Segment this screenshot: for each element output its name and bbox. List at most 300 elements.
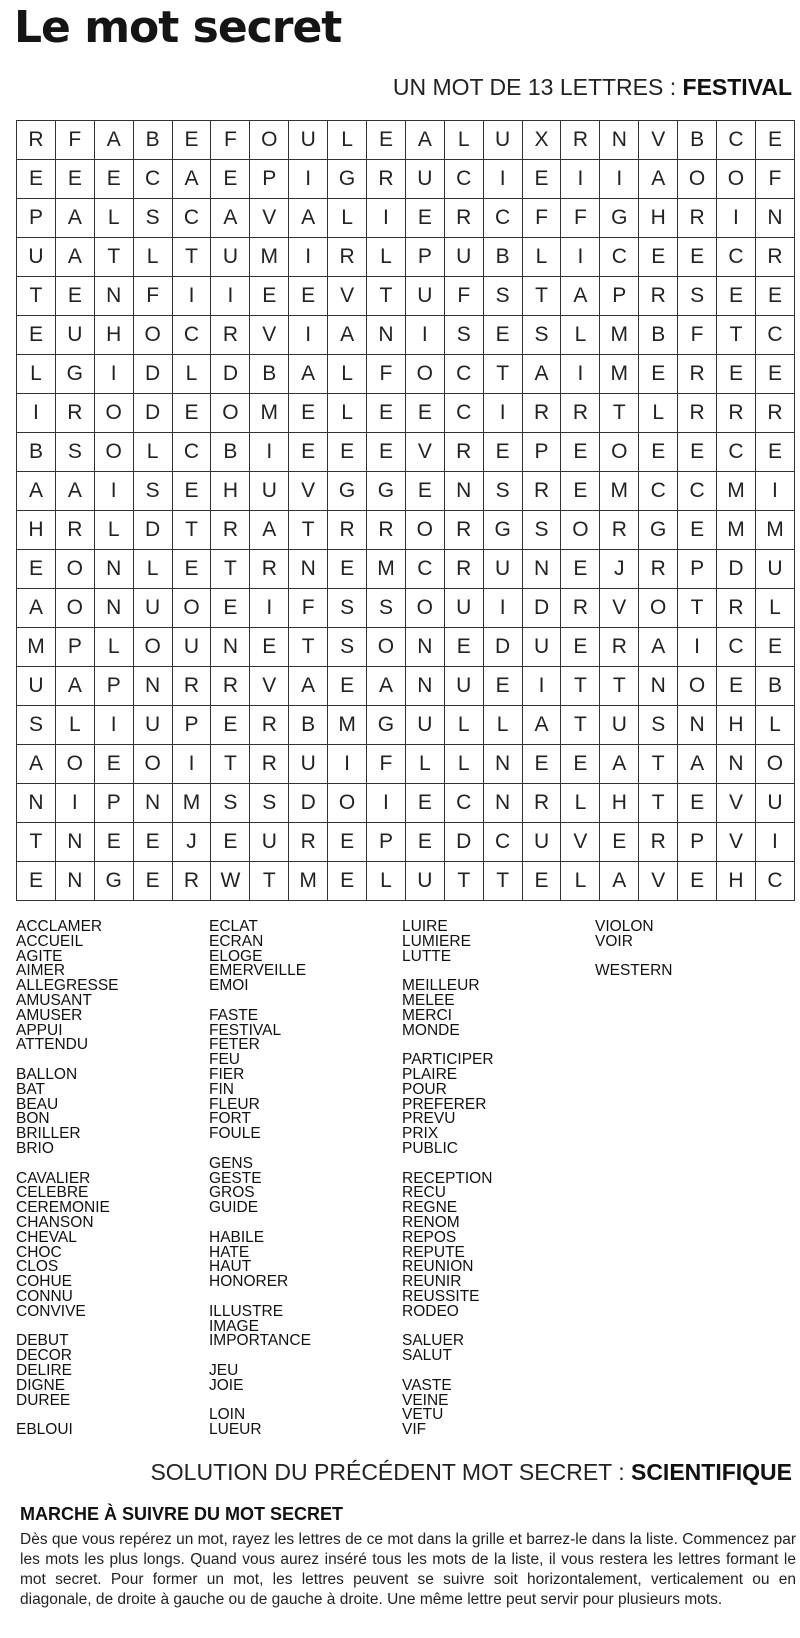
grid-cell[interactable]: I: [755, 823, 794, 862]
grid-cell[interactable]: R: [600, 628, 639, 667]
word-item[interactable]: MELEE: [402, 991, 455, 1009]
word-item[interactable]: AGITE: [16, 947, 63, 965]
grid-cell[interactable]: V: [405, 433, 444, 472]
grid-cell[interactable]: L: [367, 862, 406, 901]
word-item[interactable]: FEU: [209, 1051, 240, 1069]
grid-cell[interactable]: C: [755, 316, 794, 355]
grid-cell[interactable]: U: [405, 862, 444, 901]
grid-cell[interactable]: O: [94, 433, 133, 472]
grid-cell[interactable]: R: [561, 121, 600, 160]
grid-cell[interactable]: R: [678, 199, 717, 238]
grid-cell[interactable]: E: [639, 433, 678, 472]
grid-cell[interactable]: R: [522, 472, 561, 511]
grid-cell[interactable]: A: [17, 589, 56, 628]
grid-cell[interactable]: I: [522, 667, 561, 706]
word-item[interactable]: ACCUEIL: [16, 932, 84, 950]
grid-cell[interactable]: A: [55, 667, 94, 706]
grid-cell[interactable]: R: [444, 199, 483, 238]
grid-cell[interactable]: A: [600, 745, 639, 784]
grid-cell[interactable]: A: [289, 199, 328, 238]
grid-cell[interactable]: V: [717, 823, 756, 862]
grid-cell[interactable]: E: [250, 628, 289, 667]
grid-cell[interactable]: N: [483, 745, 522, 784]
grid-cell[interactable]: O: [172, 589, 211, 628]
grid-cell[interactable]: V: [289, 472, 328, 511]
word-item[interactable]: LUEUR: [209, 1421, 262, 1439]
grid-cell[interactable]: L: [328, 394, 367, 433]
grid-cell[interactable]: E: [211, 706, 250, 745]
grid-cell[interactable]: D: [133, 511, 172, 550]
grid-cell[interactable]: E: [561, 628, 600, 667]
grid-cell[interactable]: E: [17, 550, 56, 589]
grid-cell[interactable]: L: [444, 706, 483, 745]
grid-cell[interactable]: D: [133, 394, 172, 433]
grid-cell[interactable]: S: [678, 277, 717, 316]
grid-cell[interactable]: I: [17, 394, 56, 433]
grid-cell[interactable]: B: [639, 316, 678, 355]
grid-cell[interactable]: S: [367, 589, 406, 628]
word-item[interactable]: GESTE: [209, 1169, 262, 1187]
grid-cell[interactable]: T: [717, 316, 756, 355]
grid-cell[interactable]: E: [639, 355, 678, 394]
grid-cell[interactable]: M: [328, 706, 367, 745]
word-item[interactable]: FASTE: [209, 1006, 259, 1024]
grid-cell[interactable]: E: [755, 433, 794, 472]
word-item[interactable]: GROS: [209, 1184, 255, 1202]
grid-cell[interactable]: N: [133, 667, 172, 706]
grid-cell[interactable]: C: [172, 316, 211, 355]
word-item[interactable]: IMAGE: [209, 1317, 259, 1335]
grid-cell[interactable]: G: [328, 472, 367, 511]
grid-cell[interactable]: I: [250, 433, 289, 472]
grid-cell[interactable]: O: [678, 160, 717, 199]
grid-cell[interactable]: H: [211, 472, 250, 511]
grid-cell[interactable]: A: [55, 238, 94, 277]
grid-cell[interactable]: C: [444, 160, 483, 199]
grid-cell[interactable]: R: [250, 706, 289, 745]
grid-cell[interactable]: N: [211, 628, 250, 667]
word-item[interactable]: BALLON: [16, 1065, 78, 1083]
grid-cell[interactable]: U: [755, 784, 794, 823]
word-item[interactable]: FORT: [209, 1110, 251, 1128]
grid-cell[interactable]: E: [561, 433, 600, 472]
grid-cell[interactable]: L: [328, 121, 367, 160]
grid-cell[interactable]: X: [522, 121, 561, 160]
grid-cell[interactable]: T: [561, 667, 600, 706]
grid-cell[interactable]: N: [755, 199, 794, 238]
grid-cell[interactable]: V: [600, 589, 639, 628]
word-item[interactable]: RENOM: [402, 1213, 460, 1231]
grid-cell[interactable]: N: [483, 784, 522, 823]
grid-cell[interactable]: G: [483, 511, 522, 550]
grid-cell[interactable]: N: [522, 550, 561, 589]
grid-cell[interactable]: T: [600, 394, 639, 433]
grid-cell[interactable]: C: [678, 472, 717, 511]
grid-cell[interactable]: E: [678, 433, 717, 472]
grid-cell[interactable]: M: [600, 316, 639, 355]
grid-cell[interactable]: E: [172, 121, 211, 160]
grid-cell[interactable]: U: [522, 628, 561, 667]
word-item[interactable]: HATE: [209, 1243, 250, 1261]
grid-cell[interactable]: C: [483, 199, 522, 238]
grid-cell[interactable]: O: [405, 589, 444, 628]
grid-cell[interactable]: N: [600, 121, 639, 160]
grid-cell[interactable]: L: [639, 394, 678, 433]
grid-cell[interactable]: O: [717, 160, 756, 199]
word-item[interactable]: BAT: [16, 1080, 45, 1098]
word-item[interactable]: CONVIVE: [16, 1302, 86, 1320]
grid-cell[interactable]: R: [211, 316, 250, 355]
word-item[interactable]: ATTENDU: [16, 1036, 89, 1054]
word-item[interactable]: BRILLER: [16, 1125, 81, 1143]
grid-cell[interactable]: U: [250, 472, 289, 511]
grid-cell[interactable]: I: [367, 784, 406, 823]
grid-cell[interactable]: E: [678, 784, 717, 823]
grid-cell[interactable]: N: [17, 784, 56, 823]
grid-cell[interactable]: F: [678, 316, 717, 355]
grid-cell[interactable]: J: [600, 550, 639, 589]
grid-cell[interactable]: N: [94, 277, 133, 316]
grid-cell[interactable]: E: [755, 121, 794, 160]
grid-cell[interactable]: V: [717, 784, 756, 823]
grid-cell[interactable]: N: [133, 784, 172, 823]
word-item[interactable]: LUIRE: [402, 918, 448, 935]
grid-cell[interactable]: D: [289, 784, 328, 823]
grid-cell[interactable]: E: [172, 550, 211, 589]
grid-cell[interactable]: T: [600, 667, 639, 706]
grid-cell[interactable]: O: [133, 316, 172, 355]
grid-cell[interactable]: I: [483, 589, 522, 628]
grid-cell[interactable]: R: [250, 745, 289, 784]
word-item[interactable]: SALUER: [402, 1332, 465, 1350]
grid-cell[interactable]: R: [211, 511, 250, 550]
grid-cell[interactable]: R: [522, 784, 561, 823]
grid-cell[interactable]: U: [133, 706, 172, 745]
word-item[interactable]: CHEVAL: [16, 1228, 77, 1246]
grid-cell[interactable]: T: [678, 589, 717, 628]
grid-cell[interactable]: O: [755, 745, 794, 784]
grid-cell[interactable]: A: [678, 745, 717, 784]
grid-cell[interactable]: T: [17, 277, 56, 316]
grid-cell[interactable]: T: [522, 277, 561, 316]
grid-cell[interactable]: O: [55, 589, 94, 628]
grid-cell[interactable]: A: [211, 199, 250, 238]
word-item[interactable]: REUSSITE: [402, 1287, 480, 1305]
grid-cell[interactable]: R: [522, 394, 561, 433]
grid-cell[interactable]: U: [444, 589, 483, 628]
grid-cell[interactable]: U: [755, 550, 794, 589]
word-item[interactable]: PREVU: [402, 1110, 456, 1128]
grid-cell[interactable]: V: [250, 667, 289, 706]
grid-cell[interactable]: O: [600, 433, 639, 472]
grid-cell[interactable]: R: [328, 511, 367, 550]
grid-cell[interactable]: C: [483, 823, 522, 862]
grid-cell[interactable]: T: [172, 511, 211, 550]
grid-cell[interactable]: G: [55, 355, 94, 394]
grid-cell[interactable]: O: [367, 628, 406, 667]
grid-cell[interactable]: E: [328, 823, 367, 862]
word-item[interactable]: HAUT: [209, 1258, 252, 1276]
grid-cell[interactable]: P: [522, 433, 561, 472]
word-item[interactable]: REUNION: [402, 1258, 474, 1276]
grid-cell[interactable]: U: [172, 628, 211, 667]
grid-cell[interactable]: S: [483, 472, 522, 511]
grid-cell[interactable]: B: [211, 433, 250, 472]
word-item[interactable]: HABILE: [209, 1228, 265, 1246]
grid-cell[interactable]: E: [405, 199, 444, 238]
grid-cell[interactable]: O: [211, 394, 250, 433]
grid-cell[interactable]: A: [639, 628, 678, 667]
grid-cell[interactable]: E: [717, 667, 756, 706]
grid-cell[interactable]: A: [250, 511, 289, 550]
grid-cell[interactable]: I: [94, 355, 133, 394]
grid-cell[interactable]: C: [172, 433, 211, 472]
word-item[interactable]: ECRAN: [209, 932, 264, 950]
grid-cell[interactable]: E: [755, 277, 794, 316]
grid-cell[interactable]: N: [289, 550, 328, 589]
grid-cell[interactable]: E: [367, 433, 406, 472]
grid-cell[interactable]: C: [444, 355, 483, 394]
grid-cell[interactable]: E: [717, 355, 756, 394]
grid-cell[interactable]: G: [367, 706, 406, 745]
grid-cell[interactable]: H: [639, 199, 678, 238]
grid-cell[interactable]: R: [367, 511, 406, 550]
grid-cell[interactable]: R: [561, 394, 600, 433]
grid-cell[interactable]: N: [55, 862, 94, 901]
grid-cell[interactable]: L: [17, 355, 56, 394]
grid-cell[interactable]: H: [717, 862, 756, 901]
grid-cell[interactable]: U: [289, 121, 328, 160]
grid-cell[interactable]: O: [55, 745, 94, 784]
grid-cell[interactable]: P: [678, 550, 717, 589]
grid-cell[interactable]: I: [561, 160, 600, 199]
word-item[interactable]: FIER: [209, 1065, 245, 1083]
grid-cell[interactable]: M: [755, 511, 794, 550]
grid-cell[interactable]: A: [561, 277, 600, 316]
grid-cell[interactable]: G: [367, 472, 406, 511]
grid-cell[interactable]: S: [522, 316, 561, 355]
grid-cell[interactable]: E: [289, 277, 328, 316]
grid-cell[interactable]: R: [561, 589, 600, 628]
grid-cell[interactable]: B: [250, 355, 289, 394]
grid-cell[interactable]: F: [522, 199, 561, 238]
grid-cell[interactable]: A: [405, 121, 444, 160]
grid-cell[interactable]: D: [211, 355, 250, 394]
grid-cell[interactable]: B: [678, 121, 717, 160]
grid-cell[interactable]: A: [172, 160, 211, 199]
grid-cell[interactable]: R: [211, 667, 250, 706]
grid-cell[interactable]: R: [172, 862, 211, 901]
grid-cell[interactable]: E: [328, 433, 367, 472]
grid-cell[interactable]: E: [211, 160, 250, 199]
word-item[interactable]: ELOGE: [209, 947, 263, 965]
word-item[interactable]: DUREE: [16, 1391, 71, 1409]
grid-cell[interactable]: T: [211, 745, 250, 784]
word-item[interactable]: PLAIRE: [402, 1065, 458, 1083]
grid-cell[interactable]: P: [17, 199, 56, 238]
grid-cell[interactable]: N: [678, 706, 717, 745]
grid-cell[interactable]: E: [133, 862, 172, 901]
grid-cell[interactable]: A: [94, 121, 133, 160]
grid-cell[interactable]: E: [172, 394, 211, 433]
grid-cell[interactable]: E: [328, 862, 367, 901]
word-item[interactable]: FETER: [209, 1036, 260, 1054]
grid-cell[interactable]: E: [405, 394, 444, 433]
grid-cell[interactable]: E: [94, 823, 133, 862]
grid-cell[interactable]: P: [678, 823, 717, 862]
grid-cell[interactable]: I: [483, 160, 522, 199]
grid-cell[interactable]: M: [250, 238, 289, 277]
grid-cell[interactable]: A: [17, 745, 56, 784]
grid-cell[interactable]: T: [639, 784, 678, 823]
grid-cell[interactable]: C: [133, 160, 172, 199]
grid-cell[interactable]: U: [289, 745, 328, 784]
grid-cell[interactable]: R: [755, 394, 794, 433]
word-item[interactable]: HONORER: [209, 1273, 289, 1291]
word-item[interactable]: LOIN: [209, 1406, 246, 1424]
grid-cell[interactable]: E: [561, 550, 600, 589]
grid-cell[interactable]: U: [600, 706, 639, 745]
word-item[interactable]: REPUTE: [402, 1243, 465, 1261]
grid-cell[interactable]: N: [94, 550, 133, 589]
word-item[interactable]: CLOS: [16, 1258, 59, 1276]
grid-cell[interactable]: I: [94, 706, 133, 745]
grid-cell[interactable]: B: [483, 238, 522, 277]
grid-cell[interactable]: I: [55, 784, 94, 823]
grid-cell[interactable]: R: [444, 550, 483, 589]
grid-cell[interactable]: I: [483, 394, 522, 433]
grid-cell[interactable]: E: [289, 394, 328, 433]
grid-cell[interactable]: N: [55, 823, 94, 862]
grid-cell[interactable]: E: [405, 784, 444, 823]
grid-cell[interactable]: L: [133, 550, 172, 589]
word-item[interactable]: ALLEGRESSE: [16, 977, 119, 995]
grid-cell[interactable]: E: [678, 862, 717, 901]
grid-cell[interactable]: O: [639, 589, 678, 628]
word-item[interactable]: GUIDE: [209, 1199, 259, 1217]
grid-cell[interactable]: N: [717, 745, 756, 784]
grid-cell[interactable]: I: [328, 745, 367, 784]
grid-cell[interactable]: R: [755, 238, 794, 277]
grid-cell[interactable]: M: [172, 784, 211, 823]
grid-cell[interactable]: N: [405, 667, 444, 706]
grid-cell[interactable]: I: [94, 472, 133, 511]
grid-cell[interactable]: E: [717, 277, 756, 316]
grid-cell[interactable]: E: [483, 433, 522, 472]
grid-cell[interactable]: U: [55, 316, 94, 355]
grid-cell[interactable]: T: [17, 823, 56, 862]
word-item[interactable]: CONNU: [16, 1287, 73, 1305]
grid-cell[interactable]: I: [405, 316, 444, 355]
grid-cell[interactable]: L: [444, 121, 483, 160]
word-item[interactable]: POUR: [402, 1080, 447, 1098]
grid-cell[interactable]: U: [133, 589, 172, 628]
grid-cell[interactable]: T: [211, 550, 250, 589]
grid-cell[interactable]: P: [405, 238, 444, 277]
word-item[interactable]: VEINE: [402, 1391, 449, 1409]
grid-cell[interactable]: F: [367, 355, 406, 394]
grid-cell[interactable]: D: [717, 550, 756, 589]
grid-cell[interactable]: R: [678, 355, 717, 394]
grid-cell[interactable]: R: [717, 394, 756, 433]
grid-cell[interactable]: A: [367, 667, 406, 706]
grid-cell[interactable]: E: [678, 511, 717, 550]
word-item[interactable]: PARTICIPER: [402, 1051, 494, 1069]
grid-cell[interactable]: E: [94, 160, 133, 199]
word-item[interactable]: CHANSON: [16, 1213, 94, 1231]
grid-cell[interactable]: L: [755, 589, 794, 628]
grid-cell[interactable]: L: [522, 238, 561, 277]
word-item[interactable]: ECLAT: [209, 918, 258, 935]
grid-cell[interactable]: I: [717, 199, 756, 238]
grid-cell[interactable]: R: [639, 277, 678, 316]
grid-cell[interactable]: T: [444, 862, 483, 901]
grid-cell[interactable]: V: [561, 823, 600, 862]
grid-cell[interactable]: R: [678, 394, 717, 433]
grid-cell[interactable]: E: [328, 550, 367, 589]
word-item[interactable]: EMERVEILLE: [209, 962, 307, 980]
grid-cell[interactable]: L: [755, 706, 794, 745]
grid-cell[interactable]: M: [717, 511, 756, 550]
grid-cell[interactable]: U: [483, 121, 522, 160]
grid-cell[interactable]: M: [717, 472, 756, 511]
grid-cell[interactable]: S: [444, 316, 483, 355]
grid-cell[interactable]: V: [250, 316, 289, 355]
grid-cell[interactable]: E: [600, 823, 639, 862]
grid-cell[interactable]: F: [444, 277, 483, 316]
grid-cell[interactable]: E: [17, 316, 56, 355]
word-item[interactable]: EMOI: [209, 977, 249, 995]
grid-cell[interactable]: I: [172, 745, 211, 784]
grid-cell[interactable]: S: [483, 277, 522, 316]
word-item[interactable]: VOIR: [595, 932, 633, 950]
grid-cell[interactable]: W: [211, 862, 250, 901]
word-item[interactable]: PREFERER: [402, 1095, 487, 1113]
grid-cell[interactable]: T: [639, 745, 678, 784]
grid-cell[interactable]: G: [639, 511, 678, 550]
word-item[interactable]: BON: [16, 1110, 50, 1128]
word-item[interactable]: RECU: [402, 1184, 446, 1202]
grid-cell[interactable]: U: [483, 550, 522, 589]
grid-cell[interactable]: P: [250, 160, 289, 199]
grid-cell[interactable]: R: [444, 511, 483, 550]
grid-cell[interactable]: B: [289, 706, 328, 745]
word-item[interactable]: MONDE: [402, 1021, 460, 1039]
grid-cell[interactable]: L: [55, 706, 94, 745]
word-item[interactable]: JOIE: [209, 1376, 244, 1394]
grid-cell[interactable]: O: [133, 745, 172, 784]
grid-cell[interactable]: M: [367, 550, 406, 589]
grid-cell[interactable]: F: [55, 121, 94, 160]
grid-cell[interactable]: H: [600, 784, 639, 823]
grid-cell[interactable]: O: [250, 121, 289, 160]
grid-cell[interactable]: V: [639, 121, 678, 160]
grid-cell[interactable]: E: [94, 745, 133, 784]
word-item[interactable]: BRIO: [16, 1139, 54, 1157]
word-item[interactable]: CHOC: [16, 1243, 62, 1261]
grid-cell[interactable]: I: [755, 472, 794, 511]
grid-cell[interactable]: C: [172, 199, 211, 238]
grid-cell[interactable]: A: [328, 316, 367, 355]
grid-cell[interactable]: B: [133, 121, 172, 160]
grid-cell[interactable]: O: [561, 511, 600, 550]
grid-cell[interactable]: S: [328, 589, 367, 628]
grid-cell[interactable]: U: [211, 238, 250, 277]
grid-cell[interactable]: L: [561, 316, 600, 355]
word-item[interactable]: CEREMONIE: [16, 1199, 110, 1217]
grid-cell[interactable]: E: [172, 472, 211, 511]
grid-cell[interactable]: T: [289, 511, 328, 550]
